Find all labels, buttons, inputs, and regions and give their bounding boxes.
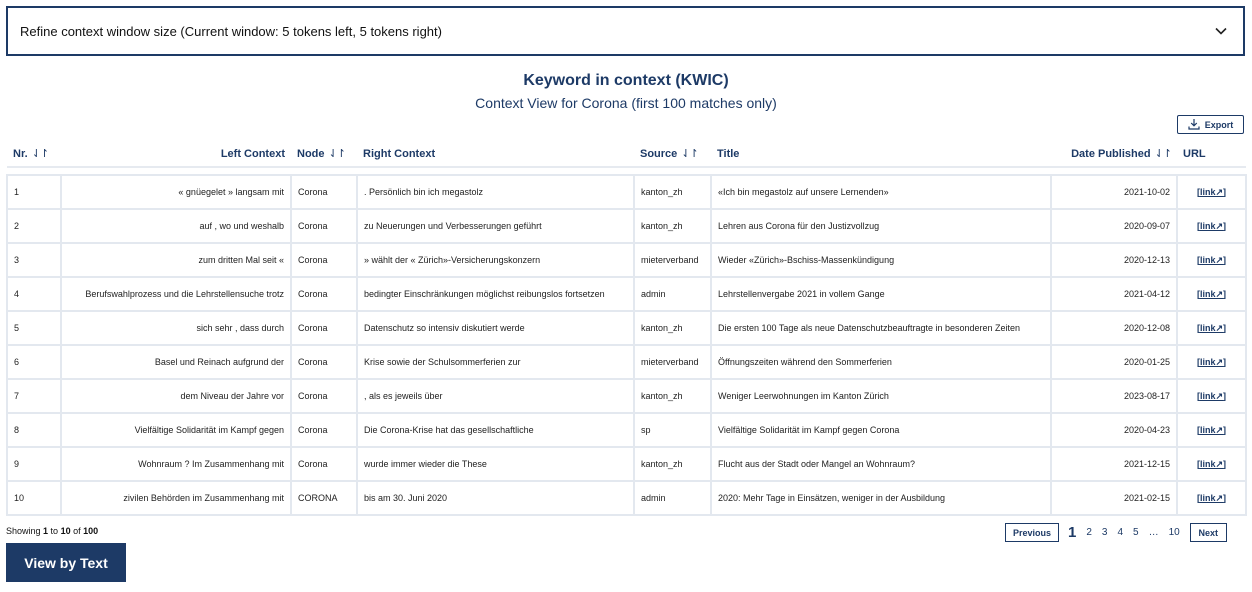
left-context-cell: « gnüegelet » langsam mit (61, 175, 291, 209)
table-row (7, 175, 1246, 209)
node-cell: Corona (291, 311, 357, 345)
title-cell: «Ich bin megastolz auf unsere Lernenden» (711, 175, 1051, 209)
row-number-cell: 4 (7, 277, 61, 311)
column-header-title: Title (711, 141, 1051, 167)
pagination (1005, 523, 1227, 542)
sort-icon[interactable]: ⇃↾ (31, 148, 49, 160)
url-link[interactable]: [link↗] (1196, 458, 1227, 469)
date-published-cell: 2021-04-12 (1051, 277, 1177, 311)
date-published-cell: 2020-09-07 (1051, 209, 1177, 243)
left-context-cell: zum dritten Mal seit « (61, 243, 291, 277)
url-link[interactable]: [link↗] (1196, 220, 1227, 231)
table-row (7, 311, 1246, 345)
column-header-date-published[interactable]: Date Published ⇃↾ (1051, 141, 1177, 167)
left-context-cell: Basel und Reinach aufgrund der (61, 345, 291, 379)
date-published-cell: 2021-12-15 (1051, 447, 1177, 481)
column-header-node[interactable]: Node ⇃↾ (291, 141, 357, 167)
view-by-text-button[interactable]: View by Text (6, 543, 126, 582)
column-header-left-context: Left Context (61, 141, 291, 167)
url-cell (1177, 175, 1246, 209)
table-row (7, 447, 1246, 481)
column-header-right-context: Right Context (357, 141, 634, 167)
node-cell: Corona (291, 243, 357, 277)
right-context-cell: . Persönlich bin ich megastolz (357, 175, 634, 209)
right-context-cell: bedingter Einschränkungen möglichst reibungslos fortsetzen (357, 277, 634, 311)
kwic-table (6, 141, 1247, 516)
url-link[interactable]: [link↗] (1196, 322, 1227, 333)
url-cell (1177, 447, 1246, 481)
source-cell: kanton_zh (634, 311, 711, 345)
left-context-cell: auf , wo und weshalb (61, 209, 291, 243)
column-header-source[interactable]: Source ⇃↾ (634, 141, 711, 167)
left-context-cell: zivilen Behörden im Zusammenhang mit (61, 481, 291, 515)
node-cell: Corona (291, 345, 357, 379)
export-label: Export (1204, 119, 1234, 130)
url-cell (1177, 379, 1246, 413)
page-number[interactable]: 2 (1086, 527, 1092, 538)
left-context-cell: dem Niveau der Jahre vor (61, 379, 291, 413)
table-row (7, 345, 1246, 379)
source-cell: kanton_zh (634, 447, 711, 481)
page-title: Keyword in context (KWIC) (523, 72, 729, 89)
url-cell (1177, 311, 1246, 345)
row-number-cell: 1 (7, 175, 61, 209)
url-cell (1177, 413, 1246, 447)
title-cell: Lehrstellenvergabe 2021 in vollem Gange (711, 277, 1051, 311)
right-context-cell: zu Neuerungen und Verbesserungen geführt (357, 209, 634, 243)
page-number[interactable]: 4 (1117, 527, 1124, 538)
node-cell: Corona (291, 175, 357, 209)
export-button[interactable] (1177, 115, 1244, 134)
column-header-nr[interactable]: Nr. ⇃↾ (7, 141, 61, 167)
right-context-cell: wurde immer wieder die These (357, 447, 634, 481)
url-link[interactable]: [link↗] (1196, 254, 1227, 265)
table-row (7, 379, 1246, 413)
table-row (7, 413, 1246, 447)
node-cell: Corona (291, 447, 357, 481)
source-cell: sp (634, 413, 711, 447)
source-cell: kanton_zh (634, 209, 711, 243)
date-published-cell: 2020-04-23 (1051, 413, 1177, 447)
row-number-cell: 3 (7, 243, 61, 277)
title-cell: Wieder «Zürich»-Bschiss-Massenkündigung (711, 243, 1051, 277)
title-cell: Öffnungszeiten während den Sommerferien (711, 345, 1051, 379)
context-window-accordion[interactable] (6, 6, 1245, 56)
accordion-label: Refine context window size (Current window: 5 tokens left, 5 tokens right) (20, 23, 442, 39)
table-row (7, 209, 1246, 243)
source-cell: mieterverband (634, 345, 711, 379)
row-number-cell: 9 (7, 447, 61, 481)
node-cell: Corona (291, 209, 357, 243)
sort-icon[interactable]: ⇃↾ (681, 148, 698, 160)
title-cell: Die ersten 100 Tage als neue Datenschutzbeauftragte in besonderen Zeiten (711, 311, 1051, 345)
url-cell (1177, 243, 1246, 277)
url-cell (1177, 209, 1246, 243)
page-ellipsis: … (1148, 527, 1159, 538)
row-number-cell: 10 (7, 481, 61, 515)
url-link[interactable]: [link↗] (1196, 356, 1227, 367)
title-cell: Flucht aus der Stadt oder Mangel an Wohnraum? (711, 447, 1051, 481)
page-number[interactable]: 10 (1168, 527, 1180, 538)
url-cell (1177, 277, 1246, 311)
date-published-cell: 2020-12-08 (1051, 311, 1177, 345)
next-page-button[interactable]: Next (1190, 523, 1227, 542)
right-context-cell: Die Corona-Krise hat das gesellschaftliche (357, 413, 634, 447)
url-link[interactable]: [link↗] (1196, 186, 1227, 197)
page-number[interactable]: 5 (1133, 527, 1139, 538)
table-row (7, 481, 1246, 515)
showing-entries-info: Showing 1 to 10 of 100 (6, 526, 99, 536)
source-cell: kanton_zh (634, 175, 711, 209)
date-published-cell: 2021-02-15 (1051, 481, 1177, 515)
node-cell: Corona (291, 413, 357, 447)
page-number-current[interactable]: 1 (1068, 524, 1077, 541)
page-number[interactable]: 3 (1101, 527, 1108, 538)
url-link[interactable]: [link↗] (1196, 288, 1227, 299)
row-number-cell: 6 (7, 345, 61, 379)
right-context-cell: » wählt der « Zürich»-Versicherungskonzern (357, 243, 634, 277)
node-cell: Corona (291, 277, 357, 311)
sort-icon[interactable]: ⇃↾ (1154, 148, 1171, 160)
url-cell (1177, 481, 1246, 515)
title-cell: Vielfältige Solidarität im Kampf gegen Corona (711, 413, 1051, 447)
date-published-cell: 2020-01-25 (1051, 345, 1177, 379)
sort-icon[interactable]: ⇃↾ (328, 148, 345, 160)
url-link[interactable]: [link↗] (1196, 492, 1227, 503)
left-context-cell: Wohnraum ? Im Zusammenhang mit (61, 447, 291, 481)
previous-page-button[interactable]: Previous (1005, 523, 1059, 542)
title-cell: Weniger Leerwohnungen im Kanton Zürich (711, 379, 1051, 413)
row-number-cell: 8 (7, 413, 61, 447)
row-number-cell: 7 (7, 379, 61, 413)
left-context-cell: sich sehr , dass durch (61, 311, 291, 345)
download-icon (1188, 118, 1200, 132)
right-context-cell: bis am 30. Juni 2020 (357, 481, 634, 515)
table-row (7, 243, 1246, 277)
right-context-cell: , als es jeweils über (357, 379, 634, 413)
left-context-cell: Vielfältige Solidarität im Kampf gegen (61, 413, 291, 447)
url-link[interactable]: [link↗] (1196, 390, 1227, 401)
title-cell: 2020: Mehr Tage in Einsätzen, weniger in der Ausbildung (711, 481, 1051, 515)
column-header-url: URL (1177, 141, 1246, 167)
row-number-cell: 5 (7, 311, 61, 345)
chevron-down-icon[interactable] (1213, 23, 1229, 39)
date-published-cell: 2023-08-17 (1051, 379, 1177, 413)
url-cell (1177, 345, 1246, 379)
title-cell: Lehren aus Corona für den Justizvollzug (711, 209, 1051, 243)
date-published-cell: 2020-12-13 (1051, 243, 1177, 277)
right-context-cell: Krise sowie der Schulsommerferien zur (357, 345, 634, 379)
source-cell: mieterverband (634, 243, 711, 277)
left-context-cell: Berufswahlprozess und die Lehrstellensuche trotz (61, 277, 291, 311)
source-cell: admin (634, 277, 711, 311)
url-link[interactable]: [link↗] (1196, 424, 1227, 435)
source-cell: kanton_zh (634, 379, 711, 413)
source-cell: admin (634, 481, 711, 515)
node-cell: Corona (291, 379, 357, 413)
date-published-cell: 2021-10-02 (1051, 175, 1177, 209)
table-row (7, 277, 1246, 311)
node-cell: CORONA (291, 481, 357, 515)
right-context-cell: Datenschutz so intensiv diskutiert werde (357, 311, 634, 345)
row-number-cell: 2 (7, 209, 61, 243)
page-subtitle: Context View for Corona (first 100 matches only) (475, 95, 777, 111)
